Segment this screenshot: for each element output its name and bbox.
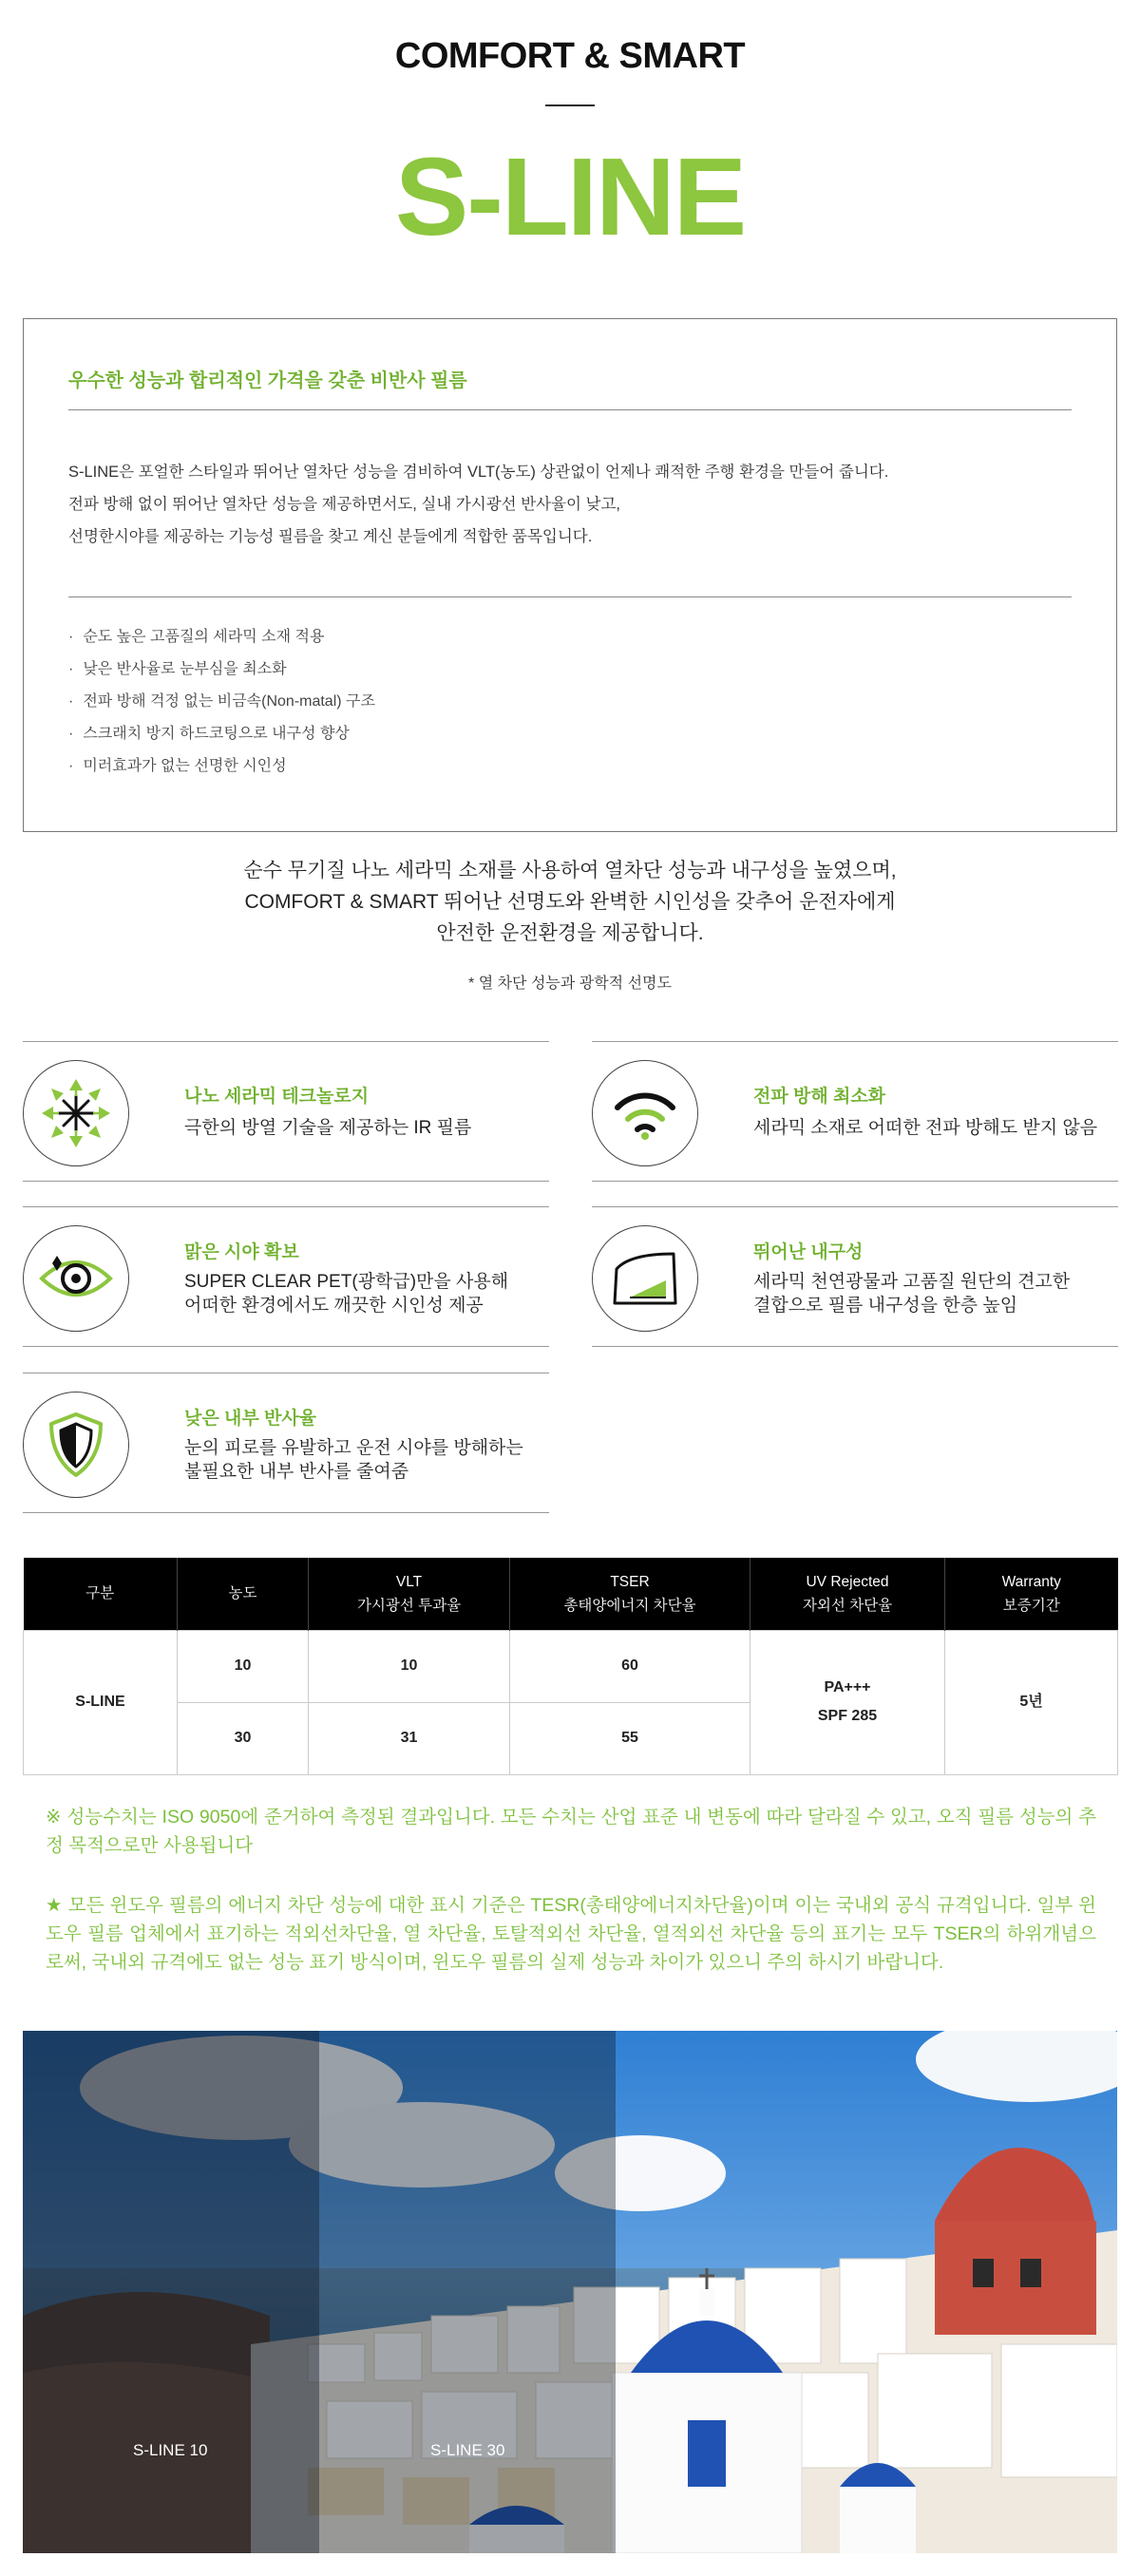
feature-desc-line: 극한의 방열 기술을 제공하는 IR 필름 <box>184 1118 472 1138</box>
feature-desc-line: 세라믹 천연광물과 고품질 원단의 견고한 <box>753 1272 1071 1292</box>
feature-desc-line: SUPER CLEAR PET(광학급)만을 사용해 <box>184 1272 509 1292</box>
feature-desc-line: 결합으로 필름 내구성을 한층 높임 <box>753 1296 1018 1316</box>
list-item: · 미러효과가 없는 선명한 시인성 <box>68 750 375 783</box>
table-header: VLT 가시광선 투과율 <box>309 1558 510 1630</box>
feature-title: 맑은 시야 확보 <box>184 1242 299 1262</box>
intro-heading: 우수한 성능과 합리적인 가격을 갖춘 비반사 필름 <box>68 370 467 391</box>
eye-icon <box>23 1225 129 1332</box>
santorini-scene <box>23 2031 1117 2553</box>
list-item: · 낮은 반사율로 눈부심을 최소화 <box>68 653 375 686</box>
feature-desc-line: 어떠한 환경에서도 깨끗한 시인성 제공 <box>184 1296 484 1316</box>
list-item: · 스크래치 방지 하드코팅으로 내구성 향상 <box>68 718 375 750</box>
table-header: 농도 <box>178 1558 309 1630</box>
table-header: Warranty 보증기간 <box>945 1558 1118 1630</box>
table-header: 구분 <box>24 1558 178 1630</box>
measurement-note: ※ 성능수치는 ISO 9050에 준거하여 측정된 결과입니다. 모든 수치는 산업 표준 내 변동에 따라 달라질 수 있고, 오직 필름 성능의 추정 목적으로만 사용됩니다 <box>46 1807 1096 1856</box>
header-divider <box>545 104 595 106</box>
feature-nano-ceramic <box>23 1041 549 1182</box>
table-cell-product: S-LINE <box>24 1630 178 1774</box>
list-item: · 순도 높은 고품질의 세라믹 소재 적용 <box>68 621 375 653</box>
feature-desc <box>753 1270 1114 1317</box>
table-cell: 10 <box>178 1630 309 1702</box>
photo-label-30: S-LINE 30 <box>430 2441 505 2459</box>
intro-paragraph <box>68 456 1075 553</box>
film-durability-icon <box>592 1225 698 1332</box>
table-header-row <box>24 1558 1118 1630</box>
table-cell: 60 <box>510 1630 750 1702</box>
feature-desc <box>184 1116 545 1140</box>
photo-label-10: S-LINE 10 <box>133 2441 208 2459</box>
feature-desc <box>184 1270 545 1317</box>
table-cell: 31 <box>309 1702 510 1774</box>
table-header: UV Rejected 자외선 차단율 <box>750 1558 945 1630</box>
table-cell-warranty: 5년 <box>945 1630 1118 1774</box>
summary-line-2: COMFORT & SMART 뛰어난 선명도와 완벽한 시인성을 갖추어 운전자에게 <box>244 891 896 913</box>
feature-desc-line: 세라믹 소재로 어떠한 전파 방해도 받지 않음 <box>753 1118 1098 1138</box>
table-cell: 30 <box>178 1702 309 1774</box>
feature-title: 나노 세라믹 테크놀로지 <box>184 1087 370 1107</box>
summary-line-1: 순수 무기질 나노 세라믹 소재를 사용하여 열차단 성능과 내구성을 높였으며, <box>243 860 897 881</box>
list-item: · 전파 방해 걱정 없는 비금속(Non-matal) 구조 <box>68 686 375 718</box>
feature-title: 전파 방해 최소화 <box>753 1087 886 1107</box>
summary-text <box>0 855 1140 949</box>
shield-icon <box>23 1392 129 1498</box>
tser-note: ★ 모든 윈도우 필름의 에너지 차단 성능에 대한 표시 기준은 TESR(총태양에너지차단율)이며 이는 국내외 공식 규격입니다. 일부 윈도우 필름 업체에서 표기하는 적외선차단율, 열 차단율, 토탈적외선 차단율, 열적외선 차단율 등의 표기는 모두 TSER의 하위개념으로써, 국내외 규격에도 없는 성능 표기 방식이며, 윈도우 필름의 실제 성능과 차이가 있으니 주의 하시기 바랍니다. <box>46 1895 1096 1973</box>
intro-line-3: 선명한시야를 제공하는 기능성 필름을 찾고 계신 분들에게 적합한 품목입니다. <box>68 528 593 545</box>
intro-divider-top <box>68 409 1072 410</box>
table-cell: 55 <box>510 1702 750 1774</box>
wifi-signal-icon <box>592 1060 698 1166</box>
summary-note: * 열 차단 성능과 광학적 선명도 <box>468 975 672 992</box>
intro-line-1: S-LINE은 포얼한 스타일과 뛰어난 열차단 성능을 겸비하여 VLT(농도) 상관없이 언제나 쾌적한 주행 환경을 만들어 줍니다. <box>68 464 889 481</box>
feature-title: 뛰어난 내구성 <box>753 1242 864 1262</box>
intro-line-2: 전파 방해 없이 뛰어난 열차단 성능을 제공하면서도, 실내 가시광선 반사율이 낮고, <box>68 496 620 513</box>
summary-line-3: 안전한 운전환경을 제공합니다. <box>436 922 704 944</box>
table-cell: 10 <box>309 1630 510 1702</box>
feature-clear-view <box>23 1206 549 1347</box>
feature-title: 낮은 내부 반사율 <box>184 1409 317 1429</box>
feature-radio-interference <box>592 1041 1118 1182</box>
intro-box <box>23 318 1117 832</box>
tint-comparison-photo <box>23 2031 1117 2553</box>
nano-ceramic-icon <box>23 1060 129 1166</box>
feature-low-reflection <box>23 1373 549 1513</box>
header-subtitle: COMFORT & SMART <box>394 36 746 76</box>
intro-bullet-list <box>68 621 375 783</box>
table-header: TSER 총태양에너지 차단율 <box>510 1558 750 1630</box>
spec-table <box>23 1558 1118 1775</box>
feature-desc-line: 눈의 피로를 유발하고 운전 시야를 방해하는 <box>184 1438 523 1458</box>
feature-desc-line: 불필요한 내부 반사를 줄여줌 <box>184 1462 409 1482</box>
table-row <box>24 1630 1118 1702</box>
feature-desc <box>184 1436 545 1484</box>
feature-durability <box>592 1206 1118 1347</box>
feature-desc <box>753 1116 1114 1140</box>
table-cell-uv: PA+++ SPF 285 <box>750 1630 945 1774</box>
product-title: S-LINE <box>394 135 746 258</box>
